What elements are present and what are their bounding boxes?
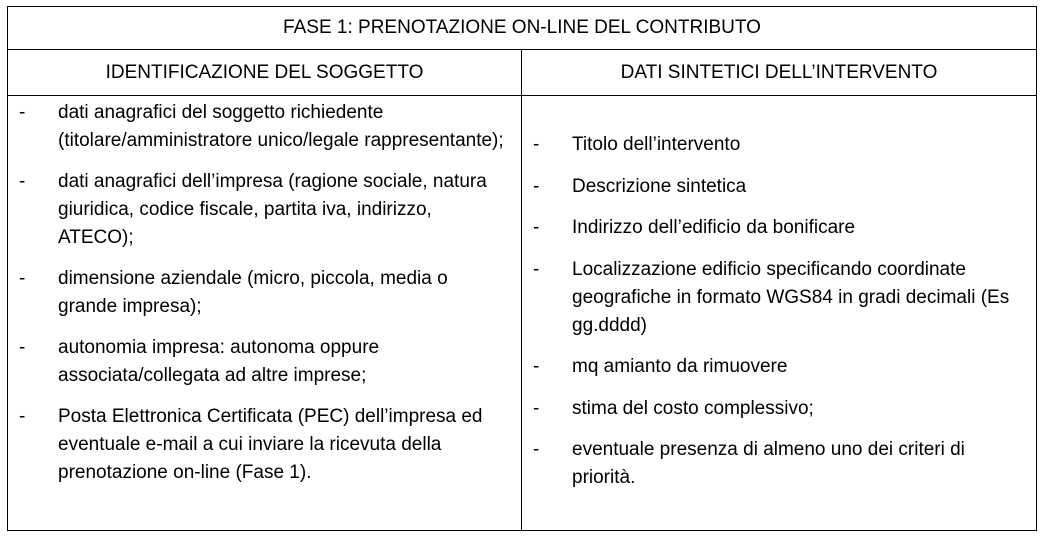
right-list-item-text: Localizzazione edificio specificando coordinate geografiche in formato WGS84 in gradi decimali (Es gg.dddd) xyxy=(572,258,1010,336)
bullet-dash: - xyxy=(533,217,540,238)
bullet-dash: - xyxy=(19,406,26,427)
left-list-item xyxy=(8,265,521,321)
right-list-item xyxy=(522,395,1036,423)
right-list-item xyxy=(522,436,1036,492)
right-list-item xyxy=(522,131,1036,159)
bullet-dash: - xyxy=(533,134,540,155)
right-column-body xyxy=(522,96,1036,530)
bullet-dash: - xyxy=(533,175,540,197)
left-list-item-text: dimensione aziendale (micro, piccola, media o grande impresa); xyxy=(58,268,448,317)
left-column-header xyxy=(8,50,522,95)
right-column-header-text: DATI SINTETICI DELL’INTERVENTO xyxy=(620,61,938,83)
right-list-item xyxy=(522,256,1036,340)
right-list-item-text: mq amianto da rimuovere xyxy=(572,356,788,377)
right-list-item xyxy=(522,353,1036,381)
left-list-item-text: autonomia impresa: autonoma oppure associata/collegata ad altre imprese; xyxy=(58,337,380,386)
left-column-header-text: IDENTIFICAZIONE DEL SOGGETTO xyxy=(105,61,424,83)
left-bullet-list xyxy=(8,99,521,487)
left-list-item xyxy=(8,168,521,252)
bullet-dash: - xyxy=(533,397,540,419)
bullet-dash: - xyxy=(19,268,26,289)
right-column-header xyxy=(522,50,1036,95)
left-list-item-text: dati anagrafici dell’impresa (ragione sociale, natura giuridica, codice fiscale, partita iva, indirizzo, ATECO); xyxy=(58,171,487,248)
left-list-item xyxy=(8,403,521,487)
table-body-row xyxy=(8,96,1036,530)
left-list-item-text: dati anagrafici del soggetto richiedente (titolare/amministratore unico/legale rappresentante); xyxy=(58,102,504,151)
column-header-row xyxy=(8,50,1036,96)
left-list-item xyxy=(8,334,521,390)
bullet-dash: - xyxy=(533,356,540,377)
right-list-item-text: Indirizzo dell’edificio da bonificare xyxy=(572,217,856,238)
right-list-item-text: stima del costo complessivo; xyxy=(572,397,814,419)
right-list-item-text: eventuale presenza di almeno uno dei criteri di priorità. xyxy=(572,439,965,488)
bullet-dash: - xyxy=(19,102,26,123)
bullet-dash: - xyxy=(19,337,26,358)
document-table xyxy=(7,6,1037,531)
right-list-item-text: Titolo dell’intervento xyxy=(572,134,741,155)
right-list-item xyxy=(522,214,1036,242)
table-title-row xyxy=(8,7,1036,50)
bullet-dash: - xyxy=(19,171,26,192)
right-list-item xyxy=(522,173,1036,201)
right-list-item-text: Descrizione sintetica xyxy=(572,175,747,197)
right-bullet-list xyxy=(522,131,1036,492)
left-list-item-text: Posta Elettronica Certificata (PEC) dell’impresa ed eventuale e-mail a cui inviare la ricevuta della prenotazione on-line (Fase 1). xyxy=(58,406,483,483)
bullet-dash: - xyxy=(533,258,540,280)
bullet-dash: - xyxy=(533,439,540,460)
left-column-body xyxy=(8,96,522,530)
left-list-item xyxy=(8,99,521,155)
table-title: FASE 1: PRENOTAZIONE ON-LINE DEL CONTRIBUTO xyxy=(283,17,761,38)
